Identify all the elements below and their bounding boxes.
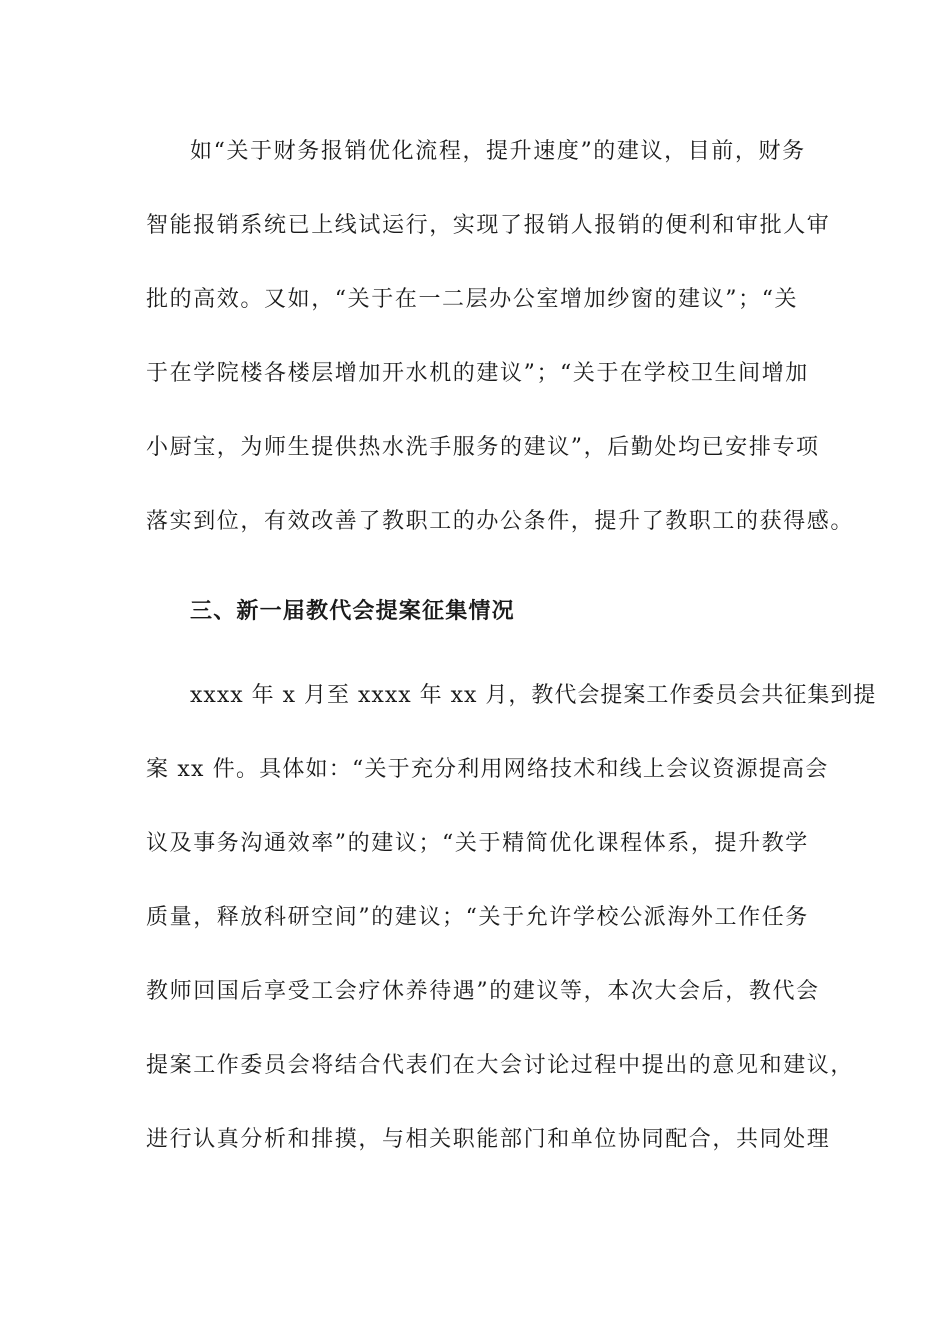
paragraph-1-line-2: 智能报销系统已上线试运行，实现了报销人报销的便利和审批人审 [146,213,831,238]
paragraph-1-line-4: 于在学院楼各楼层增加开水机的建议”；“关于在学校卫生间增加 [146,361,809,386]
paragraph-2-line-6: 提案工作委员会将结合代表们在大会讨论过程中提出的意见和建议， [146,1053,855,1078]
paragraph-1-line-6: 落实到位，有效改善了教职工的办公条件，提升了教职工的获得感。 [146,509,855,534]
paragraph-2-line-4: 质量，释放科研空间”的建议；“关于允许学校公派海外工作任务 [146,905,809,930]
paragraph-1-line-5: 小厨宝，为师生提供热水洗手服务的建议”，后勤处均已安排专项 [146,435,820,460]
paragraph-1-line-3: 批的高效。又如，“关于在一二层办公室增加纱窗的建议”；“关 [146,287,799,312]
section-heading: 三、新一届教代会提案征集情况 [190,598,515,624]
paragraph-2-line-7: 进行认真分析和排摸，与相关职能部门和单位协同配合，共同处理 [146,1127,831,1152]
paragraph-1-line-1: 如“关于财务报销优化流程，提升速度”的建议，目前，财务 [190,139,806,164]
paragraph-2-line-3: 议及事务沟通效率”的建议；“关于精简优化课程体系，提升教学 [146,831,809,856]
paragraph-2-line-5: 教师回国后享受工会疗休养待遇”的建议等，本次大会后，教代会 [146,979,820,1004]
paragraph-2-line-1: xxxx 年 x 月至 xxxx 年 xx 月，教代会提案工作委员会共征集到提 [190,683,877,708]
paragraph-2-line-2: 案 xx 件。具体如：“关于充分利用网络技术和线上会议资源提高会 [146,757,829,782]
